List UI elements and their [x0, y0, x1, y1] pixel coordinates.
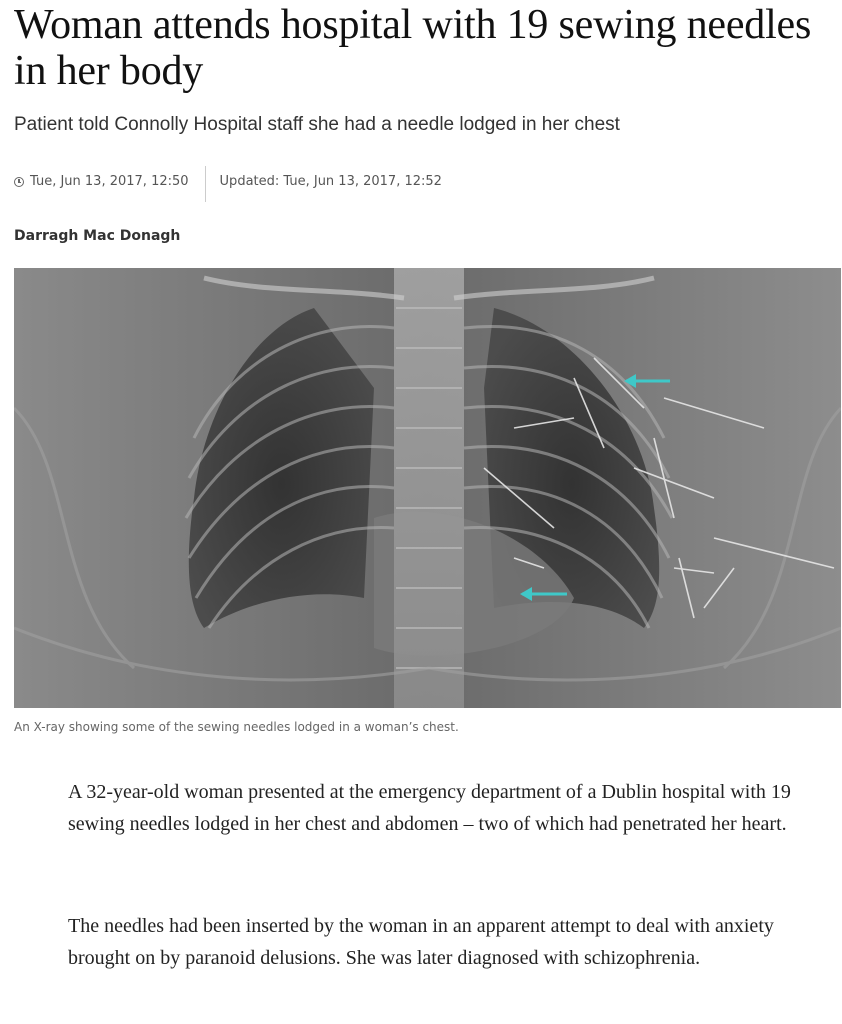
- clock-icon: [14, 177, 24, 187]
- author-name[interactable]: Darragh Mac Donagh: [14, 228, 181, 244]
- article-subheadline: Patient told Connolly Hospital staff she had a needle lodged in her chest: [14, 114, 620, 135]
- article-meta: [14, 166, 442, 202]
- meta-divider: [205, 166, 206, 202]
- author-byline[interactable]: [14, 228, 180, 244]
- xray-image: [14, 268, 841, 708]
- updated-date: Updated: Tue, Jun 13, 2017, 12:52: [219, 174, 442, 189]
- article-paragraph: A 32-year-old woman presented at the emergency department of a Dublin hospital with 19 sewing needles lodged in her chest and abdomen – two of which had penetrated her heart.: [68, 781, 791, 835]
- article-paragraph: The needles had been inserted by the woman in an apparent attempt to deal with anxiety brought on by paranoid delusions. She was later diagnosed with schizophrenia.: [68, 915, 774, 969]
- article-headline: Woman attends hospital with 19 sewing needles in her body: [14, 2, 812, 94]
- published-date-text: Tue, Jun 13, 2017, 12:50: [30, 174, 189, 189]
- xray-graphic: [14, 268, 841, 708]
- image-caption: An X-ray showing some of the sewing needles lodged in a woman’s chest.: [14, 720, 459, 734]
- published-date: [14, 166, 189, 189]
